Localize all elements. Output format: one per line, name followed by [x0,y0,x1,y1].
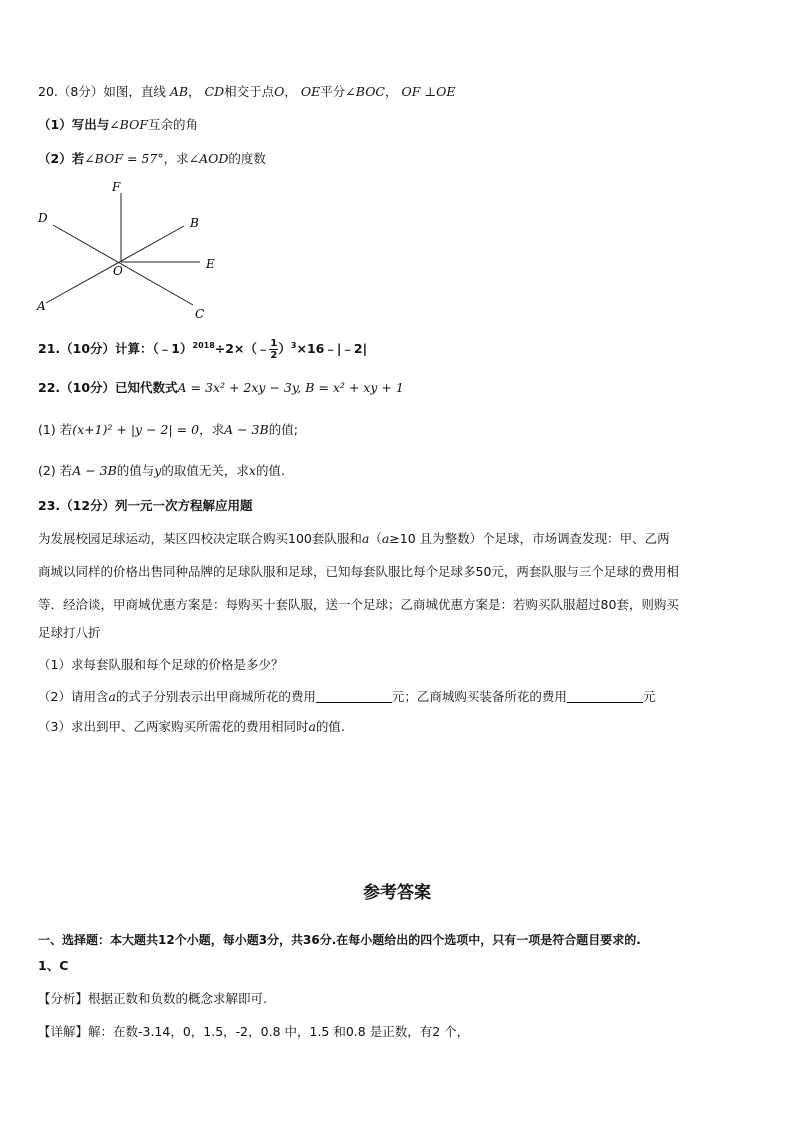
angle-aod: ∠AOD [188,151,229,166]
q22-expression: A = 3x² + 2xy − 3y, B = x² + xy + 1 [177,380,404,395]
q23-sub1: （1）求每套队服和每个足球的价格是多少？ [38,657,284,672]
angle-bof: ∠BOF [109,117,149,132]
q22-head-prefix: 22.（10分）已知代数式 [38,380,178,395]
q20-sub2-prefix: （2）若 [38,151,85,166]
fraction-numerator: 1 [270,338,278,350]
q21-exponent-2: 3 [290,341,297,350]
q22-sub2-prefix: (2) 若 [38,463,73,478]
q23-heading: 23.（12分）列一元一次方程解应用题 [38,498,253,513]
line-ab: AB [169,84,189,99]
q23-text: ≥10 且为整数）个足球，市场调查发现：甲、乙两 [389,531,670,546]
q20-sub2-mid: ，求 [163,151,189,166]
q22-sub2 [38,462,285,480]
of-perp-oe: OF ⊥OE [401,84,456,99]
q20-heading [38,83,456,101]
q22-heading [38,379,404,397]
answer-detail: 【详解】解：在数-3.14，0，1.5，-2，0.8 中，1.5 和0.8 是正数，有2 个， [38,1024,470,1039]
q23-text: 的值. [315,719,345,734]
var-y: y [154,463,162,478]
var-a: a [381,531,390,546]
q23-text: （2）请用含 [38,689,109,704]
label-d: D [38,211,48,225]
sep: ， [284,84,297,99]
q23-text: 为发展校园足球运动，某区四校决定联合购买100套队服和 [38,531,362,546]
q21-mid2: ） [278,341,291,357]
q20-text: 平分 [320,84,346,99]
q23-text: 的式子分别表示出甲商城所花的费用 [115,689,316,704]
q22-sub1-mid: ，求 [199,422,225,437]
q23-paragraph-line-1 [38,530,670,548]
q23-text: （3）求出到甲、乙两家购买所需花的费用相同时 [38,719,309,734]
answer-blank-yi[interactable] [567,690,643,703]
point-o: O [274,84,285,99]
q23-sub2 [38,688,655,706]
q23-paragraph-line-2: 商城以同样的价格出售同种品牌的足球队服和足球，已知每套队服比每个足球多50元，两套队服与三个足球的费用相 [38,564,679,579]
q22-sub1-prefix: (1) 若 [38,422,73,437]
q20-sub2 [38,150,266,168]
line-cd-segment [53,225,193,305]
q23-text: （ [369,531,382,546]
q23-text: 元；乙商城购买装备所花的费用 [391,689,567,704]
var-a: a [108,689,116,704]
q22-sub2-mid2: 的取值无关，求 [161,463,249,478]
line-cd: CD [204,84,225,99]
var-x: x [248,463,256,478]
q21-prefix: 21.（10分）计算：（﹣1） [38,341,193,357]
q22-sub1 [38,421,298,439]
q20-text: 相交于点 [224,84,275,99]
ray-oe: OE [300,84,321,99]
label-f: F [112,180,121,194]
label-e: E [206,257,215,271]
bof-equation: ∠BOF = 57° [84,151,164,166]
q20-sub1-suffix: 互余的角 [148,117,199,132]
angle-boc: ∠BOC [345,84,386,99]
q22-a-minus-3b: A − 3B [72,463,117,478]
answers-section: 一、选择题：本大题共12个小题，每小题3分，共36分.在每小题给出的四个选项中，只有一项是符合题目要求的. [38,933,641,947]
fraction-denominator: 2 [270,350,278,362]
q21-suffix: ×16﹣|﹣2| [296,341,368,357]
line-ab-segment [46,226,184,303]
label-o: O [113,264,123,278]
q23-paragraph-line-4: 足球打八折 [38,625,101,640]
answer-q1: 1、C [38,958,69,973]
answer-blank-jia[interactable] [316,690,392,703]
q20-head-prefix: 20.（8分）如图，直线 [38,84,166,99]
q21-mid1: ÷2×（﹣ [214,341,270,357]
q22-condition: (x+1)² + |y − 2| = 0 [72,422,200,437]
q20-sub1-prefix: （1）写出与 [38,117,110,132]
var-a: a [361,531,370,546]
q23-paragraph-line-3: 等．经洽谈，甲商城优惠方案是：每购买十套队服，送一个足球；乙商城优惠方案是：若购买队服超过80套，则购买 [38,597,679,612]
q20-sub2-suffix: 的度数 [228,151,266,166]
q22-sub1-suffix: 的值; [268,422,298,437]
q21-line [38,337,367,361]
label-a: A [37,299,46,313]
answers-heading: 参考答案 [363,883,431,903]
q21-exponent-1: 2018 [192,341,215,350]
sep: ， [385,84,398,99]
q22-a-minus-3b: A − 3B [224,422,269,437]
label-b: B [190,216,199,230]
sep: ， [188,84,201,99]
label-c: C [195,307,205,321]
q23-text: 元 [642,689,656,704]
var-a: a [308,719,316,734]
q20-sub1 [38,116,198,134]
q23-sub3 [38,718,345,736]
q22-sub2-suffix: 的值. [255,463,285,478]
answer-analysis: 【分析】根据正数和负数的概念求解即可. [38,991,267,1006]
q22-sub2-mid: 的值与 [116,463,155,478]
